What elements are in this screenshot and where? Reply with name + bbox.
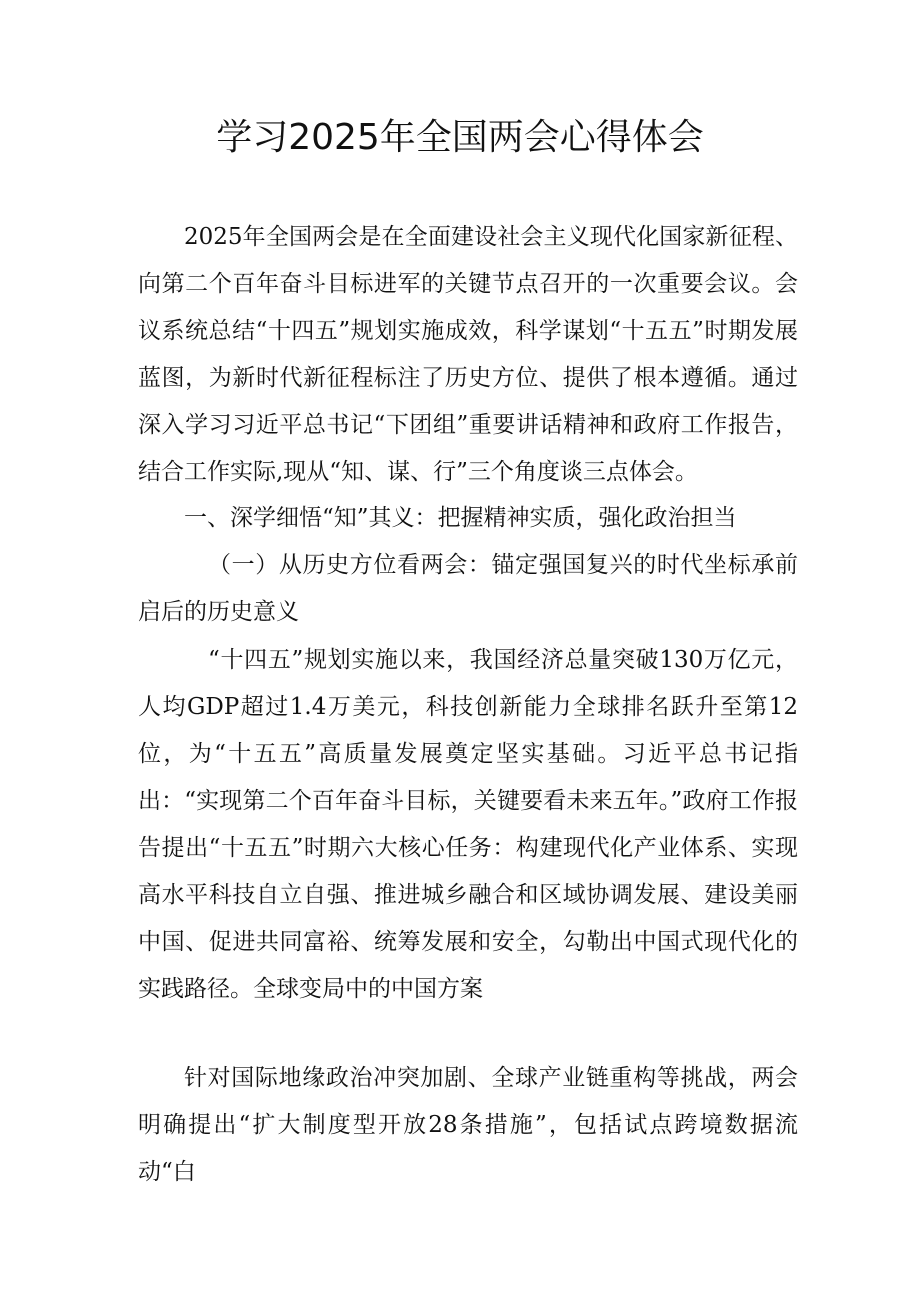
intro-paragraph: 2025年全国两会是在全面建设社会主义现代化国家新征程、向第二个百年奋斗目标进军的关键节点召开的一次重要会议。会议系统总结“十四五”规划实施成效，科学谋划“十五五”时期发展蓝图，为新时代新征程标注了历史方位、提供了根本遵循。通过深入学习习近平总书记“下团组”重要讲话精神和政府工作报告，结合工作实际,现从“知、谋、行”三个角度谈三点体会。 [138,224,798,485]
body-paragraph-global: 针对国际地缘政治冲突加剧、全球产业链重构等挑战，两会明确提出“扩大制度型开放28条措施”，包括试点跨境数据流动“白 [138,1065,798,1185]
subsection-heading-1: （一）从历史方位看两会：锚定强国复兴的时代坐标承前启后的历史意义 [138,552,798,625]
section-heading-1: 一、深学细悟“知”其义：把握精神实质，强化政治担当 [184,505,737,531]
body-paragraph-history: “十四五”规划实施以来，我国经济总量突破130万亿元，人均GDP超过1.4万美元，科技创新能力全球排名跃升至第12位，为“十五五”高质量发展奠定坚实基础。习近平总书记指出：“实现第二个百年奋斗目标，关键要看未来五年。”政府工作报告提出“十五五”时期六大核心任务：构建现代化产业体系、实现高水平科技自立自强、推进城乡融合和区域协调发展、建设美丽中国、促进共同富裕、统筹发展和安全，勾勒出中国式现代化的实践路径。全球变局中的中国方案 [138,647,798,1002]
document-title: 学习2025年全国两会心得体会 [216,117,704,158]
